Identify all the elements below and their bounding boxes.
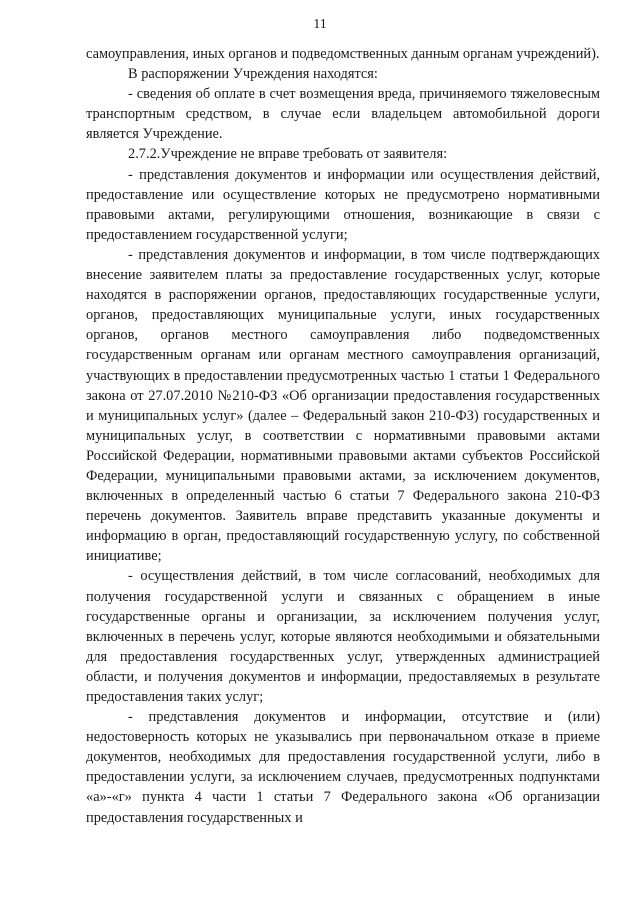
document-body [86,44,600,828]
paragraph: - представления документов и информации, отсутствие и (или) недостоверность которых не указывались при первоначальном отказе в приеме документов, необходимых для предоставления государственной услуги, либо в предоставлении услуги, за исключением случаев, предусмотренных подпунктами «а»-«г» пункта 4 части 1 статьи 7 Федерального закона «Об организации предоставления государственных и [86,709,600,826]
paragraph: - сведения об оплате в счет возмещения вреда, причиняемого тяжеловесным транспортным средством, в случае если владельцем автомобильной дороги является Учреждение. [86,86,600,143]
paragraph: - осуществления действий, в том числе согласований, необходимых для получения государственной услуги и связанных с обращением в иные государственные органы и организации, за исключением получения услуг, включенных в перечень услуг, которые являются необходимыми и обязательными для предоставления государственных услуг, утвержденных администрацией области, и получения документов и информации, предоставляемых в результате предоставления таких услуг; [86,568,600,705]
page-number: 11 [313,17,327,32]
paragraph: В распоряжении Учреждения находятся: [128,66,378,83]
paragraph: - представления документов и информации или осуществления действий, предоставление или осуществление которых не предусмотрено нормативными правовыми актами, регулирующими отношения, возникающие в связи с предоставлением государственной услуги; [86,166,600,243]
paragraph: самоуправления, иных органов и подведомственных данным органам учреждений). [86,46,600,62]
paragraph: - представления документов и информации, в том числе подтверждающих внесение заявителем платы за предоставление государственных услуг, которые находятся в распоряжении органов, предоставляющих государственные услуги, органов, предоставляющих муниципальные услуги, иных государственных органов, органов местного самоуправления либо подведомственных государственным органам или органам местного самоуправления организаций, участвующих в предоставлении предусмотренных частью 1 статьи 1 Федерального закона от 27.07.2010 №210-ФЗ «Об организации предоставления государственных и муниципальных услуг» (далее – Федеральный закон 210-ФЗ) государственных и муниципальных услуг, в соответствии с нормативными правовыми актами Российской Федерации, нормативными правовыми актами субъектов Российской Федерации, муниципальными правовыми актами, за исключением документов, включенных в определенный частью 6 статьи 7 Федерального закона 210-ФЗ перечень документов. Заявитель вправе представить указанные документы и информацию в орган, предоставляющий государственную услугу, по собственной инициативе; [86,246,600,565]
paragraph: 2.7.2.Учреждение не вправе требовать от заявителя: [128,146,448,163]
